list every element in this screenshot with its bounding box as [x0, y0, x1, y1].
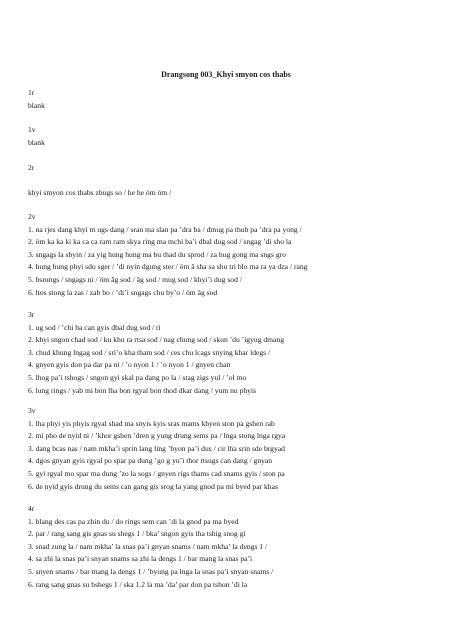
text-line: 5. lhog pa’i tshogs / sngon gyi skal pa dang po la / stag zigs yul / ’ol mo	[28, 372, 247, 382]
text-line: 3. sngags la sbyin / za yig hung hung ma bu thad du sprod / za hug gong ma sngs gro	[28, 249, 286, 259]
folio-section-3r	[28, 309, 428, 397]
text-line: blank	[28, 137, 45, 147]
text-line: 5. bsrungs / sngags ni / öm āg sod / āg sod / mug sod / khyi’i dug sod /	[28, 274, 242, 284]
folio-label: 2r	[28, 163, 35, 172]
folio-section-1v	[28, 124, 428, 149]
text-line: 2. öm ka ka ki ka ca ca ram ram skya ring ma mchi ba’i dbal dug sod / sngag ’di sho la	[28, 237, 292, 247]
text-line: 6. ltos stong la zas / zab bo / ’di’i sngags chu by’o / öm āg sod	[28, 287, 218, 297]
text-line: 2. par / rang sang gis gnas su shegs 1 / bka’ sngon gyis tha tshig snog gi	[28, 529, 246, 539]
text-line: blank	[28, 100, 45, 110]
folio-section-2v	[28, 211, 428, 299]
text-line: 6. lung rings / yab mi bon lha bon rgyal bon thod dkar dang / yum nu phyis	[28, 385, 257, 395]
folio-label: 3r	[28, 310, 35, 319]
folio-section-1r	[28, 87, 428, 112]
text-line: 3. chud khung lngag sod / sri’o kha tham sod / ces chu lcags snying khar ldegs /	[28, 347, 271, 357]
folio-label: 4r	[28, 504, 35, 513]
text-line: 1. ug sod / ’chi ba can gyis dbal dug sod / ri	[28, 322, 161, 332]
text-line: 5. snyen snams / bar mang la dengs 1 / ’byung pa lnga la snas pa’i snyan snams /	[28, 566, 274, 576]
text-line: 3. snad zung la / nam mkha’ la snas pa’i gnyan snams / nam mkha’ la dengs 1 /	[28, 541, 268, 551]
text-line: 4. gnyen gyis don pa dar pa ni / ’o nyon 1 / ’o nyon 1 / gnyen chan	[28, 360, 231, 370]
text-line: 4. hung hung phyi sdo sger / ’di nyin dgung ster / öm ā sha sa shu tri blo ma ra ya dza / rang	[28, 262, 308, 272]
folio-label: 2v	[28, 212, 36, 221]
text-line: 3. dang bcas nas / nam mkha’i sprin lang ling ’byon pa’i dus / cir lha srin sde brgyad	[28, 443, 285, 453]
text-line: 1. na rjes dang khyi m ugs dang / sran ma slan pa ’dra ba / dmug pa thub pa ’dra pa yong /	[28, 224, 302, 234]
text-line: 1. lha phyi yis phyis rgyal shad ma snyis kyis sras mams khyen ston pa gshen rab	[28, 418, 275, 428]
folio-label: 1v	[28, 125, 36, 134]
text-line: 5. gyi rgyal mo spar ma dung ’zo la sogs / gnyen rigs thams cad snams gyis / ston pa	[28, 468, 285, 478]
text-line: 4. dgos gnyan gyis rgyal po spar pa dung ’go g yu’i thor rtsugs can dang / gnyan	[28, 456, 273, 466]
text-line: 2. khyi sngon chad sod / ku khu ra rtsa sod / nag chung sod / skun ’du ’igyug dmang	[28, 335, 285, 345]
folio-label: 3v	[28, 406, 36, 415]
folio-section-4r	[28, 503, 428, 591]
folio-section-2r	[28, 162, 428, 199]
text-line: 6. rang sang gnas su bshegs 1 / ska 1.2 la ma ’da’ par don pa tshon ’di la	[28, 579, 248, 589]
text-line: 2. mi pho de nyid ni / ’khor gshen ’dren g yung drung sems pa / lnga stong lnga rgya	[28, 431, 286, 441]
folio-section-3v	[28, 405, 428, 493]
text-line: 6. de nyid gyis drung du sems can gang gis srog la yang gnod pa mi byed par khas	[28, 481, 278, 491]
text-line: 1. blang des cas pa zhin du / do rings sem can ’di la gnod pa ma byed	[28, 516, 239, 526]
text-line: khyi smyon cos thabs zhugs so / he he öm öm /	[28, 187, 172, 197]
folio-label: 1r	[28, 88, 35, 97]
text-line: 4. sa zhi la snas pa’i snyan snams sa zhi la dengs 1 / bar mang la snas pa’i	[28, 554, 253, 564]
document-title: Drangsong 003_Khyi smyon cos thabs	[161, 70, 291, 79]
